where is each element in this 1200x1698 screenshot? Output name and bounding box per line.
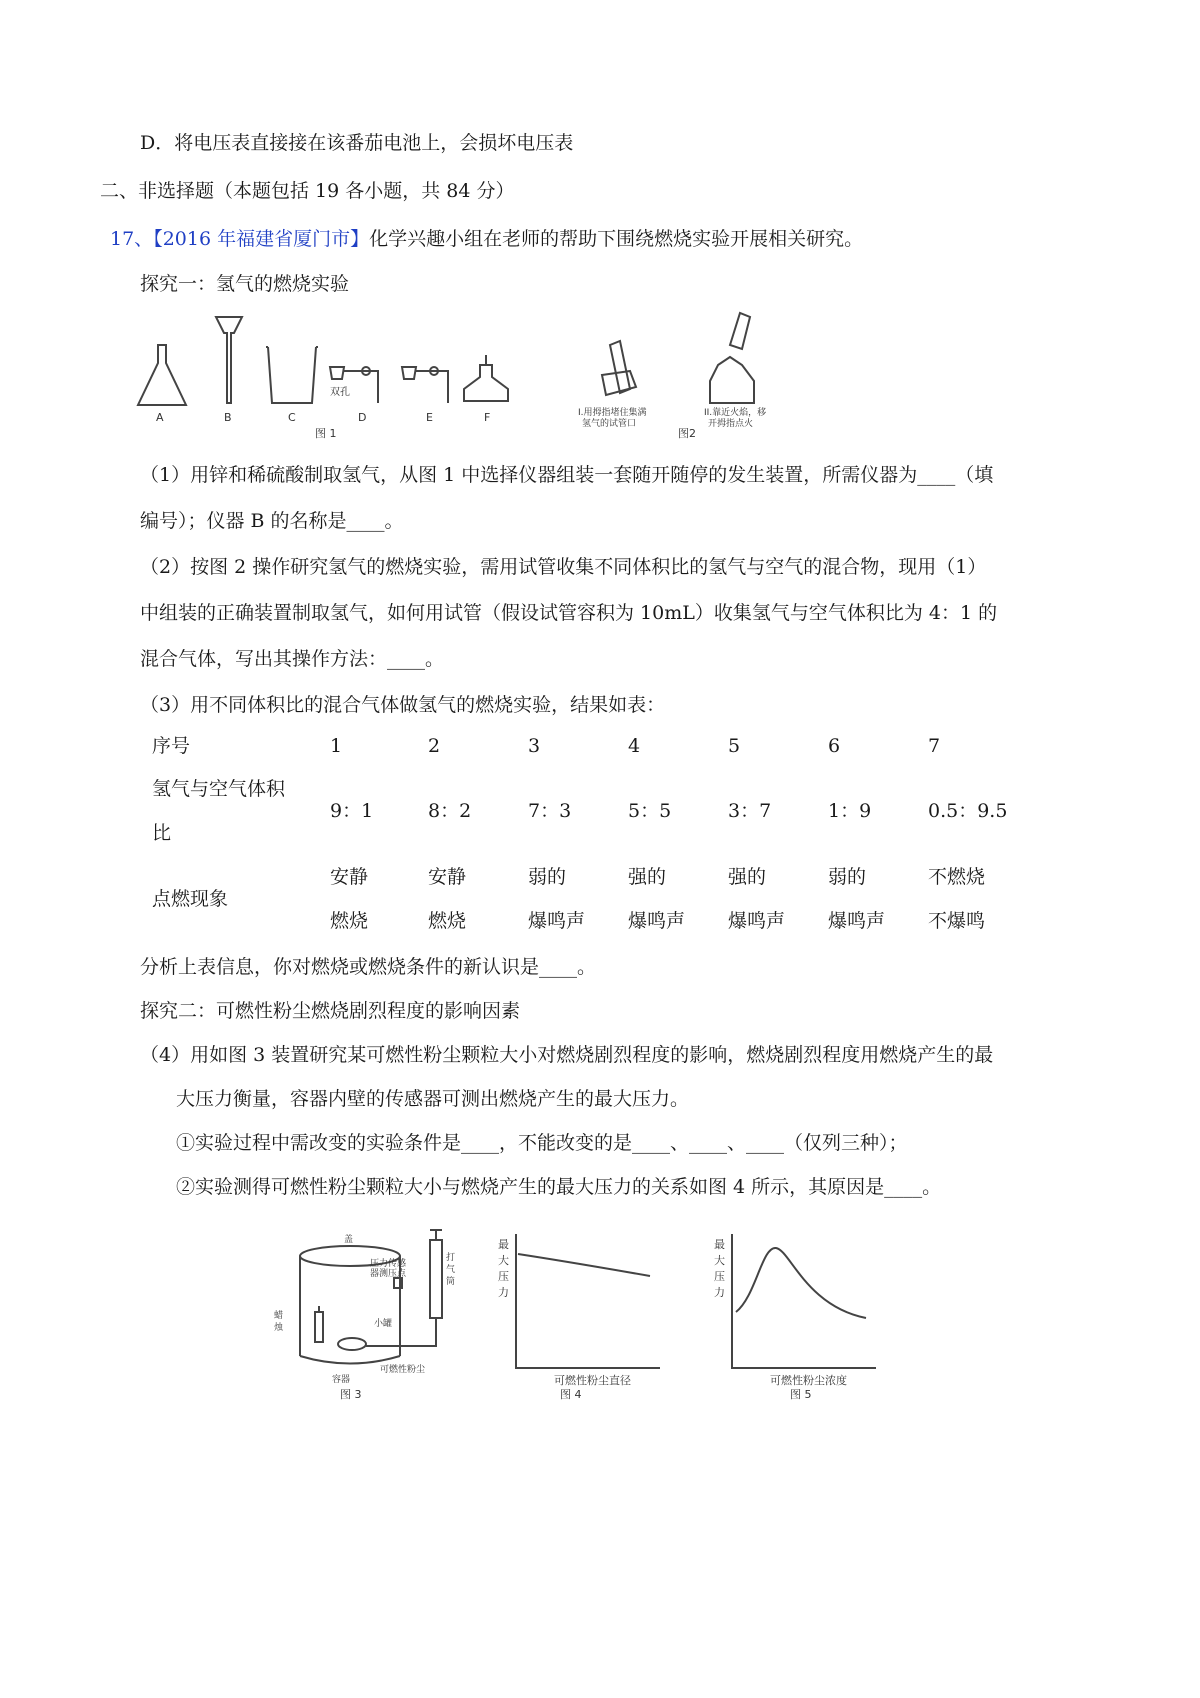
table-phenomenon-label: 点燃现象 — [152, 888, 229, 910]
pump-handle — [430, 1230, 442, 1240]
figure-2-caption: 图2 — [678, 427, 696, 440]
table-ratio: 8：2 — [428, 800, 472, 822]
conical-flask-A — [138, 345, 186, 405]
fig3-pump-label-a: 打 — [446, 1253, 456, 1263]
label-C: C — [288, 411, 296, 424]
table-ratio: 9：1 — [330, 800, 374, 822]
fig5-axes — [732, 1234, 876, 1368]
section-heading: 二、非选择题（本题包括 19 各小题，共 84 分） — [100, 180, 515, 202]
table-ratio: 3：7 — [728, 800, 772, 822]
label-D: D — [358, 411, 367, 424]
inquiry-1-heading: 探究一：氢气的燃烧实验 — [140, 273, 350, 295]
fig5-xlabel: 可燃性粉尘浓度 — [770, 1374, 847, 1387]
figure-2-labels — [578, 406, 766, 440]
table-phen-1: 不燃烧 — [928, 866, 986, 888]
figure-5 — [706, 1226, 906, 1401]
figure-1-caption: 图 1 — [315, 427, 337, 440]
fig3-container-label: 容器 — [332, 1375, 351, 1385]
q2-line-c: 混合气体，写出其操作方法：____。 — [140, 648, 445, 670]
q4-line-c: ①实验过程中需改变的实验条件是____，不能改变的是____、____、____（仅列三种）； — [176, 1132, 908, 1154]
figure-1-labels — [156, 385, 490, 440]
figure-4-caption: 图 4 — [560, 1388, 582, 1401]
figure-1-2 — [130, 305, 830, 445]
stopper-E — [402, 367, 416, 379]
fig3-dust-label: 可燃性粉尘 — [380, 1365, 426, 1375]
alcohol-lamp-F — [464, 365, 508, 401]
figure-5-caption: 图 5 — [790, 1388, 812, 1401]
table-phen-2: 燃烧 — [330, 910, 369, 932]
fig3-candle-label-b: 烛 — [274, 1323, 284, 1333]
table-phen-1: 安静 — [428, 866, 467, 888]
fig5-curve — [736, 1248, 866, 1318]
fig2-note-2a: II.靠近火焰，移 — [704, 408, 767, 418]
q4-line-d: ②实验测得可燃性粉尘颗粒大小与燃烧产生的最大压力的关系如图 4 所示，其原因是____。 — [176, 1176, 942, 1198]
fig4-ylabel: 力 — [498, 1286, 509, 1299]
fig3-lid-label: 盖 — [344, 1235, 354, 1245]
question-source-link[interactable]: 【2016 年福建省厦门市】 — [153, 228, 370, 250]
table-phen-1: 强的 — [728, 866, 767, 888]
fig4-xlabel: 可燃性粉尘直径 — [554, 1374, 631, 1387]
table-index: 5 — [728, 735, 741, 757]
fig5-ylabel: 压 — [714, 1270, 725, 1283]
table-index: 6 — [828, 735, 841, 757]
q1-line-a: （1）用锌和稀硫酸制取氢气，从图 1 中选择仪器组装一套随开随停的发生装置，所需仪器为____（填 — [140, 464, 994, 486]
label-F: F — [484, 411, 491, 424]
q2-line-b: 中组装的正确装置制取氢气，如何用试管（假设试管容积为 10mL）收集氢气与空气体积比为 4：1 的 — [140, 602, 998, 624]
table-ratio-label-1: 氢气与空气体积 — [152, 778, 286, 800]
table-row-header: 序号 — [152, 735, 191, 757]
fig3-sensor-label-b: 器测压点 — [370, 1269, 407, 1279]
table-ratio: 0.5：9.5 — [928, 800, 1008, 822]
label-B: B — [224, 411, 232, 424]
fig4-curve — [518, 1254, 650, 1276]
q4-line-b: 大压力衡量，容器内壁的传感器可测出燃烧产生的最大压力。 — [176, 1088, 690, 1110]
fig4-ylabel: 最 — [498, 1238, 509, 1251]
fig3-pump-label-c: 筒 — [446, 1277, 456, 1287]
beaker-C — [268, 347, 316, 403]
fig5-ylabel: 大 — [714, 1254, 725, 1267]
fig5-ylabel: 力 — [714, 1286, 725, 1299]
test-tube-I — [610, 341, 630, 393]
q4-line-a: （4）用如图 3 装置研究某可燃性粉尘颗粒大小对燃烧剧烈程度的影响，燃烧剧烈程度用燃烧产生的最 — [140, 1044, 994, 1066]
table-phen-1: 安静 — [330, 866, 369, 888]
fig3-bowl-label: 小罐 — [374, 1319, 393, 1329]
table-ratio: 5：5 — [628, 800, 672, 822]
table-phen-2: 燃烧 — [428, 910, 467, 932]
inquiry-2-heading: 探究二：可燃性粉尘燃烧剧烈程度的影响因素 — [140, 1000, 521, 1022]
question-stem: 化学兴趣小组在老师的帮助下围绕燃烧实验开展相关研究。 — [369, 228, 864, 250]
q2-line-a: （2）按图 2 操作研究氢气的燃烧实验，需用试管收集不同体积比的氢气与空气的混合物，现用（1） — [140, 556, 987, 578]
fig3-sensor-label-a: 压力传感 — [370, 1259, 407, 1269]
pump-cylinder — [430, 1240, 442, 1318]
fig2-note-2b: 开拇指点火 — [708, 419, 754, 429]
label-E: E — [426, 411, 433, 424]
apparatus-drawings — [138, 313, 754, 405]
table-index: 4 — [628, 735, 641, 757]
test-tube-II — [730, 313, 750, 349]
table-index: 7 — [928, 735, 941, 757]
label-double-hole: 双孔 — [330, 387, 350, 398]
table-index: 2 — [428, 735, 441, 757]
question-17-line — [110, 226, 863, 252]
fig2-note-1b: 氢气的试管口 — [582, 419, 637, 429]
container-base — [300, 1356, 400, 1364]
table-index: 1 — [330, 735, 343, 757]
q1-line-b: 编号）；仪器 B 的名称是____。 — [140, 510, 404, 532]
figure-3 — [270, 1226, 470, 1401]
table-phen-1: 弱的 — [828, 866, 867, 888]
table-phen-2: 爆鸣声 — [828, 910, 886, 932]
fig4-ylabel: 压 — [498, 1270, 509, 1283]
fig3-pump-label-b: 气 — [446, 1265, 456, 1275]
funnel-B — [216, 317, 242, 403]
analysis-line: 分析上表信息，你对燃烧或燃烧条件的新认识是____。 — [140, 956, 597, 978]
fig4-ylabel: 大 — [498, 1254, 509, 1267]
alcohol-lamp-II — [710, 357, 754, 403]
question-number: 17、 — [110, 228, 154, 250]
table-phen-2: 爆鸣声 — [628, 910, 686, 932]
fig3-candle-label-a: 蜡 — [274, 1311, 284, 1321]
figure-3-caption: 图 3 — [340, 1388, 362, 1401]
small-bowl — [338, 1338, 366, 1350]
table-phen-1: 弱的 — [528, 866, 567, 888]
fig5-ylabel: 最 — [714, 1238, 725, 1251]
candle — [315, 1312, 323, 1342]
stopper-D — [330, 367, 344, 379]
table-ratio-label-2: 比 — [152, 822, 172, 844]
tube-E — [416, 371, 448, 403]
label-A: A — [156, 411, 164, 424]
table-phen-2: 爆鸣声 — [528, 910, 586, 932]
table-phen-2: 爆鸣声 — [728, 910, 786, 932]
table-phen-2: 不爆鸣 — [928, 910, 986, 932]
table-ratio: 7：3 — [528, 800, 572, 822]
fig2-note-1a: I.用拇指堵住集满 — [578, 408, 647, 418]
figure-4 — [490, 1226, 690, 1401]
option-d: D．将电压表直接接在该番茄电池上，会损坏电压表 — [140, 132, 574, 154]
fig4-axes — [516, 1234, 660, 1368]
table-index: 3 — [528, 735, 541, 757]
q3-line: （3）用不同体积比的混合气体做氢气的燃烧实验，结果如表： — [140, 694, 666, 716]
hand-I — [602, 371, 636, 395]
table-phen-1: 强的 — [628, 866, 667, 888]
table-ratio: 1：9 — [828, 800, 872, 822]
